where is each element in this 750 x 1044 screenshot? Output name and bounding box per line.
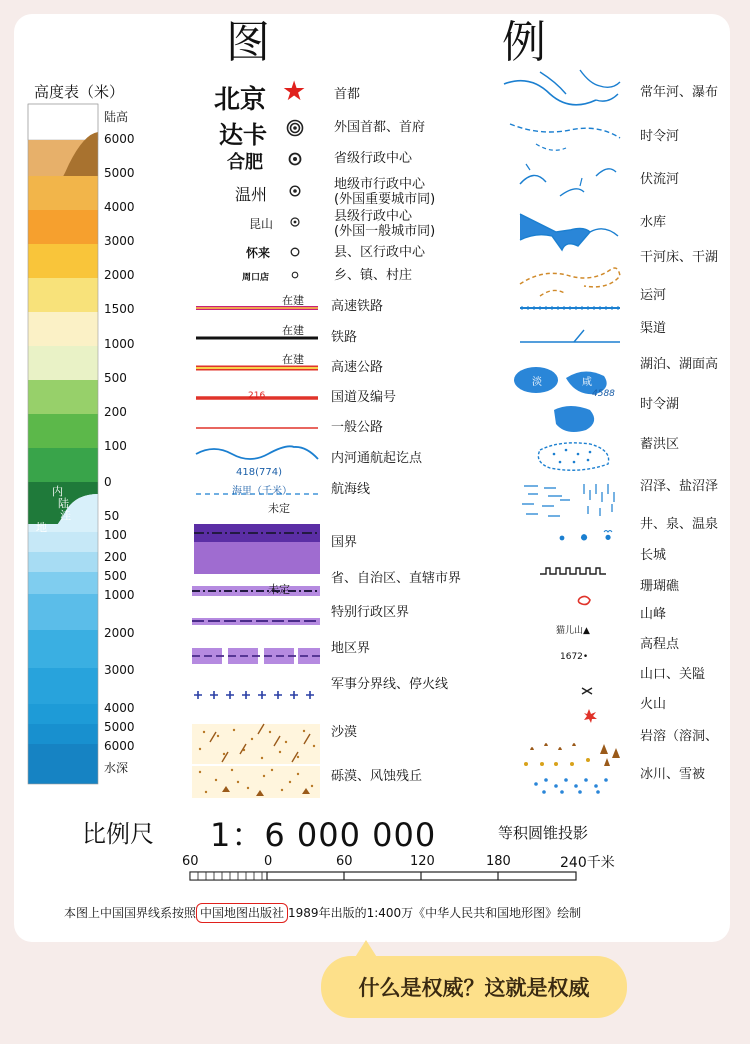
water-legend-label: 冰川、雪被 [640, 767, 706, 782]
water-legend-label: 岩溶（溶洞、 [640, 729, 719, 744]
red-star-icon: ★ [282, 76, 307, 107]
water-legend-label: 高程点 [640, 637, 680, 652]
elevation-label: 4000 [104, 200, 135, 214]
depth-label: 500 [104, 569, 127, 583]
legend-card [14, 14, 730, 942]
depth-label: 3000 [104, 663, 135, 677]
fresh-lake-tag: 淡 [532, 377, 542, 388]
settlement-label-prefecture: 地级市行政中心 (外国重要城市同) [334, 177, 436, 207]
sea-route-unit: 海里（千米） [232, 486, 292, 497]
open-circle-icon [290, 247, 300, 257]
city-wenzhou: 温州 [235, 185, 268, 204]
label-gobi: 砾漠、风蚀残丘 [331, 769, 423, 784]
national-border-undetermined-tag: 未定 [268, 502, 290, 515]
city-huailai: 怀来 [246, 246, 271, 260]
label-general-road: 一般公路 [331, 420, 384, 435]
elevation-label: 陆高 [104, 110, 129, 124]
water-legend-label: 运河 [640, 288, 667, 303]
water-legend-label: 湖泊、湖面高 [640, 357, 719, 372]
label-national-border: 国界 [331, 535, 358, 550]
rail-construction-tag: 在建 [282, 324, 304, 337]
salt-lake-tag: 咸 [582, 377, 592, 388]
legend-title-char-1: 图 [226, 17, 270, 68]
spot-height-tag: 1672• [560, 652, 589, 662]
hsr-construction-tag: 在建 [282, 294, 304, 307]
scale-tick-180: 180 [486, 854, 511, 869]
elevation-label: 1000 [104, 337, 135, 351]
province-border-undetermined-tag: 未定 [268, 583, 290, 596]
settlement-label-foreign-capital: 外国首都、首府 [334, 120, 426, 135]
national-road-number: 216 [248, 391, 266, 401]
elevation-label: 1500 [104, 302, 135, 316]
water-legend-label: 山口、关隘 [640, 667, 706, 682]
water-legend-label: 山峰 [640, 607, 667, 622]
depth-label: 100 [104, 528, 127, 542]
elevation-label: 2000 [104, 268, 135, 282]
lake-elevation-tag: 4588 [592, 389, 615, 399]
scale-tick-0: 0 [264, 854, 273, 869]
water-legend-label: 时令湖 [640, 397, 680, 412]
water-legend-label: 火山 [640, 697, 667, 712]
label-inland-navigation: 内河通航起讫点 [331, 451, 423, 466]
label-desert: 沙漠 [331, 725, 358, 740]
double-ring-icon [286, 119, 304, 137]
label-railway: 铁路 [331, 330, 358, 345]
water-legend-label: 水库 [640, 215, 667, 230]
scale-label: 比例尺 [82, 820, 154, 848]
depth-label: 4000 [104, 701, 135, 715]
elevation-label: 200 [104, 405, 127, 419]
depth-label: 2000 [104, 626, 135, 640]
water-legend-label: 干河床、干湖 [640, 250, 719, 265]
scale-tick-60-left: 60 [182, 854, 199, 869]
gobi-symbol [192, 766, 322, 806]
label-district-border: 地区界 [331, 641, 371, 656]
label-national-road: 国道及编号 [331, 390, 397, 405]
inland-label: 内 陆 洼 地 [36, 485, 71, 534]
water-legend-label: 井、泉、温泉 [640, 517, 719, 532]
city-beijing: 北京 [214, 85, 267, 115]
scale-bar [184, 868, 584, 888]
elevation-label: 5000 [104, 166, 135, 180]
elevation-label: 100 [104, 439, 127, 453]
settlement-label-village: 乡、镇、村庄 [334, 268, 413, 283]
water-legend-label: 伏流河 [640, 172, 680, 187]
water-legend-label: 渠道 [640, 321, 667, 336]
scale-tick-120: 120 [410, 854, 435, 869]
water-legend-label: 沼泽、盐沼泽 [640, 479, 719, 494]
label-expressway: 高速公路 [331, 360, 384, 375]
highway-construction-tag: 在建 [282, 353, 304, 366]
settlement-label-province: 省级行政中心 [334, 151, 413, 166]
settlement-label-district: 县、区行政中心 [334, 245, 426, 260]
scale-tick-240: 240千米 [560, 855, 615, 871]
publisher-highlight: 中国地图出版社 [196, 903, 288, 923]
city-kunshan: 昆山 [249, 217, 274, 231]
depth-label: 6000 [104, 739, 135, 753]
city-zhoukoudian: 周口店 [242, 273, 270, 283]
tiny-circle-icon [291, 271, 299, 279]
water-legend-label: 长城 [640, 548, 667, 563]
settlement-label-county: 县级行政中心 (外国一般城市同) [334, 209, 436, 239]
depth-label: 1000 [104, 588, 135, 602]
label-provincial-border: 省、自治区、直辖市界 [331, 571, 462, 586]
depth-label: 50 [104, 509, 120, 523]
depth-label: 200 [104, 550, 127, 564]
projection-label: 等积圆锥投影 [498, 824, 589, 842]
elevation-label: 3000 [104, 234, 135, 248]
legend-title-char-2: 例 [502, 17, 546, 68]
elevation-label: 6000 [104, 132, 135, 146]
water-legend-label: 珊瑚礁 [640, 579, 680, 594]
settlement-label-capital: 首都 [334, 87, 361, 102]
callout-bubble: 什么是权威？这就是权威 [321, 956, 627, 1018]
label-special-admin-border: 特别行政区界 [331, 605, 410, 620]
city-hefei: 合肥 [227, 152, 263, 173]
small-ring-dot-icon [290, 217, 300, 227]
water-symbols [500, 64, 630, 794]
sea-route-distance: 418(774) [236, 467, 282, 478]
elevation-header: 高度表（米） [34, 83, 125, 101]
city-dhaka: 达卡 [219, 121, 267, 149]
label-sea-route: 航海线 [331, 482, 371, 497]
scale-tick-60: 60 [336, 854, 353, 869]
depth-label: 水深 [104, 761, 129, 775]
elevation-label: 0 [104, 475, 112, 489]
depth-label: 5000 [104, 720, 135, 734]
ring-dot-icon [288, 152, 302, 166]
water-legend-label: 时令河 [640, 129, 680, 144]
elevation-label: 500 [104, 371, 127, 385]
ring-dot-small-icon [289, 185, 301, 197]
water-legend-label: 蓄洪区 [640, 437, 680, 452]
scale-ratio: 1：6 000 000 [210, 816, 437, 854]
water-legend-label: 常年河、瀑布 [640, 85, 719, 100]
peak-name-tag: 猫儿山▲ [556, 626, 590, 636]
label-military-line: 军事分界线、停火线 [331, 677, 449, 692]
footer-note: 本图上中国国界线系按照 中国地图出版社 1989年出版的1:400万《中华人民共和国地形图》绘制 [64, 904, 581, 921]
label-high-speed-rail: 高速铁路 [331, 299, 384, 314]
